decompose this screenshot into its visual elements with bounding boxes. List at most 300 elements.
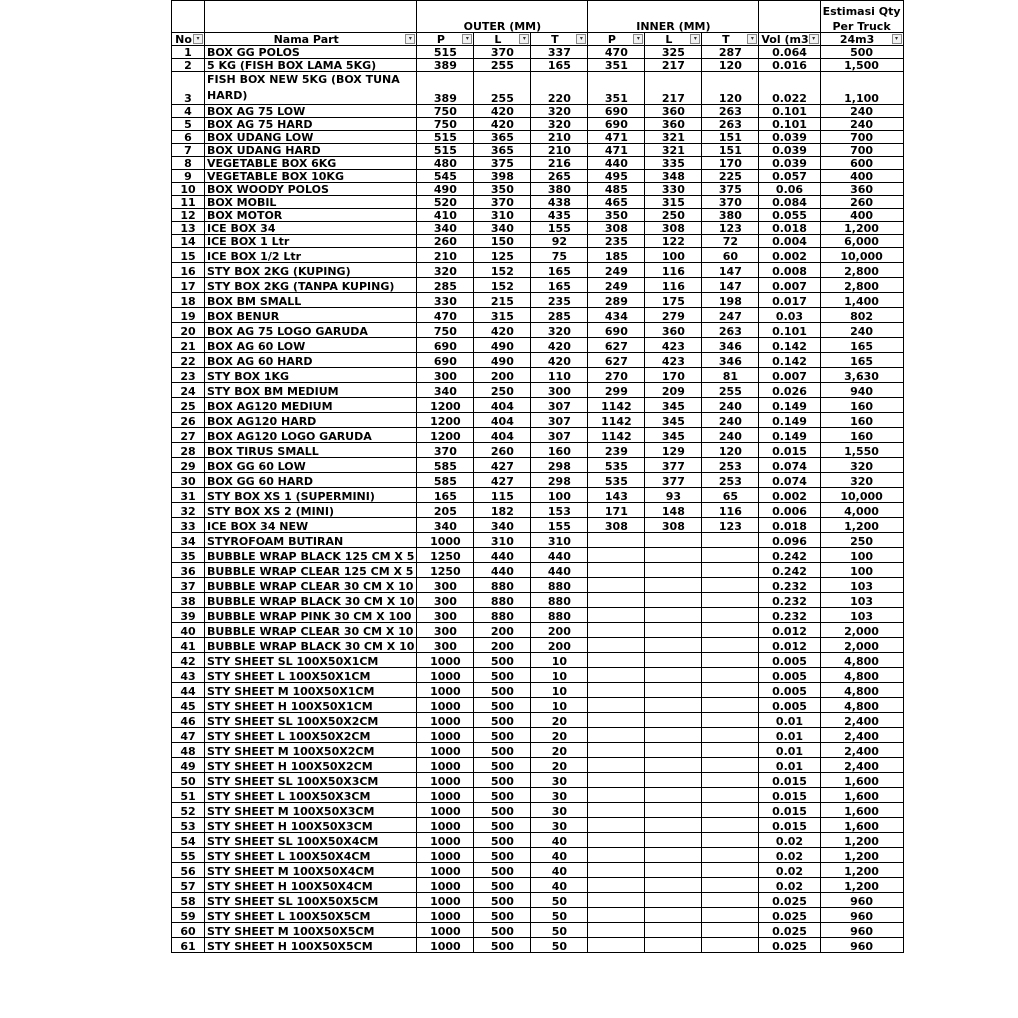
outer-t-cell: 10 <box>531 683 588 698</box>
qty-per-truck-cell: 1,200 <box>820 848 903 863</box>
inner-l-cell: 345 <box>645 428 702 443</box>
volume-m3-cell: 0.005 <box>759 683 820 698</box>
inner-t-cell: 240 <box>702 398 759 413</box>
inner-l-cell: 122 <box>645 235 702 248</box>
inner-p-cell <box>588 863 645 878</box>
inner-l-cell <box>645 713 702 728</box>
outer-p-cell: 300 <box>417 593 474 608</box>
inner-l-cell: 330 <box>645 183 702 196</box>
inner-l-cell: 209 <box>645 383 702 398</box>
qty-per-truck-cell: 2,400 <box>820 713 903 728</box>
inner-l-cell: 345 <box>645 413 702 428</box>
table-row <box>172 938 904 953</box>
outer-p-cell: 165 <box>417 488 474 503</box>
row-number-cell: 39 <box>172 608 205 623</box>
inner-p-cell <box>588 908 645 923</box>
outer-p-cell: 515 <box>417 144 474 157</box>
inner-p-cell: 690 <box>588 323 645 338</box>
inner-l-cell: 321 <box>645 144 702 157</box>
outer-t-cell: 40 <box>531 833 588 848</box>
volume-m3-cell: 0.232 <box>759 593 820 608</box>
outer-l-cell: 500 <box>474 878 531 893</box>
filter-dropdown-icon[interactable]: ▾ <box>193 34 203 44</box>
outer-l-cell: 500 <box>474 728 531 743</box>
part-name-cell: STY SHEET M 100X50X1CM <box>205 683 417 698</box>
table-row <box>172 458 904 473</box>
outer-p-cell: 520 <box>417 196 474 209</box>
qty-per-truck-cell: 260 <box>820 196 903 209</box>
inner-p-cell: 535 <box>588 473 645 488</box>
outer-t-cell: 165 <box>531 278 588 293</box>
outer-p-cell: 515 <box>417 131 474 144</box>
outer-p-cell: 1000 <box>417 788 474 803</box>
part-name-cell: BOX BM SMALL <box>205 293 417 308</box>
outer-l-cell: 215 <box>474 293 531 308</box>
table-row <box>172 383 904 398</box>
inner-t-cell: 346 <box>702 338 759 353</box>
outer-t-cell: 300 <box>531 383 588 398</box>
inner-group-header: INNER (MM) <box>588 1 759 33</box>
outer-p-cell: 690 <box>417 353 474 368</box>
table-row <box>172 235 904 248</box>
row-number-cell: 1 <box>172 46 205 59</box>
filter-dropdown-icon[interactable]: ▾ <box>405 34 415 44</box>
outer-t-cell: 320 <box>531 118 588 131</box>
inner-t-cell: 147 <box>702 263 759 278</box>
outer-p-cell: 490 <box>417 183 474 196</box>
inner-t-cell <box>702 803 759 818</box>
outer-l-cell: 420 <box>474 323 531 338</box>
table-row <box>172 743 904 758</box>
inner-p-cell <box>588 608 645 623</box>
qty-per-truck-cell: 2,800 <box>820 263 903 278</box>
inner-t-cell <box>702 773 759 788</box>
qty-per-truck-cell: 700 <box>820 131 903 144</box>
qty-per-truck-cell: 1,200 <box>820 863 903 878</box>
volume-m3-cell: 0.025 <box>759 908 820 923</box>
inner-t-cell <box>702 683 759 698</box>
qty-per-truck-cell: 1,600 <box>820 818 903 833</box>
volume-m3-cell: 0.022 <box>759 72 820 105</box>
outer-l-cell: 404 <box>474 413 531 428</box>
part-name-cell: BOX AG 75 LOGO GARUDA <box>205 323 417 338</box>
outer-l-cell: 200 <box>474 368 531 383</box>
part-name-cell: BOX AG120 HARD <box>205 413 417 428</box>
table-row <box>172 398 904 413</box>
inner-l-cell <box>645 818 702 833</box>
qty-per-truck-cell: 240 <box>820 105 903 118</box>
row-number-cell: 18 <box>172 293 205 308</box>
outer-p-cell: 1000 <box>417 743 474 758</box>
table-row <box>172 183 904 196</box>
row-number-cell: 31 <box>172 488 205 503</box>
outer-l-cell: 500 <box>474 698 531 713</box>
outer-p-cell: 1000 <box>417 863 474 878</box>
outer-t-cell: 165 <box>531 59 588 72</box>
row-number-cell: 25 <box>172 398 205 413</box>
qty-per-truck-cell: 4,000 <box>820 503 903 518</box>
inner-t-cell: 263 <box>702 323 759 338</box>
qty-per-truck-cell: 1,600 <box>820 803 903 818</box>
inner-l-cell <box>645 878 702 893</box>
volume-m3-cell: 0.074 <box>759 473 820 488</box>
inner-p-cell <box>588 653 645 668</box>
part-name-cell: BOX AG 60 HARD <box>205 353 417 368</box>
part-name-cell: STY SHEET L 100X50X3CM <box>205 788 417 803</box>
inner-l-cell <box>645 758 702 773</box>
part-name-cell: BUBBLE WRAP BLACK 30 CM X 10 <box>205 593 417 608</box>
volume-m3-cell: 0.074 <box>759 458 820 473</box>
table-row <box>172 923 904 938</box>
part-name-cell: ICE BOX 1/2 Ltr <box>205 248 417 263</box>
table-row <box>172 578 904 593</box>
volume-m3-cell: 0.02 <box>759 848 820 863</box>
inner-p-cell <box>588 803 645 818</box>
inner-p-cell: 308 <box>588 222 645 235</box>
outer-l-cell: 427 <box>474 473 531 488</box>
inner-t-cell <box>702 743 759 758</box>
part-name-cell: STY SHEET SL 100X50X2CM <box>205 713 417 728</box>
part-name-cell: STY SHEET H 100X50X5CM <box>205 938 417 953</box>
outer-l-cell: 404 <box>474 428 531 443</box>
inner-t-cell: 346 <box>702 353 759 368</box>
outer-t-cell: 420 <box>531 338 588 353</box>
outer-p-cell: 1000 <box>417 668 474 683</box>
outer-t-cell: 440 <box>531 548 588 563</box>
volume-m3-cell: 0.02 <box>759 833 820 848</box>
volume-m3-cell: 0.015 <box>759 443 820 458</box>
table-row <box>172 222 904 235</box>
inner-l-cell: 423 <box>645 338 702 353</box>
qty-per-truck-cell: 160 <box>820 428 903 443</box>
volume-m3-cell: 0.005 <box>759 668 820 683</box>
outer-p-cell: 320 <box>417 263 474 278</box>
qty-per-truck-cell: 2,400 <box>820 728 903 743</box>
parts-spreadsheet <box>171 0 904 953</box>
outer-l-cell: 440 <box>474 563 531 578</box>
qty-per-truck-cell: 165 <box>820 338 903 353</box>
outer-l-cell: 500 <box>474 863 531 878</box>
part-name-cell: BOX UDANG LOW <box>205 131 417 144</box>
part-name-cell: STY SHEET H 100X50X1CM <box>205 698 417 713</box>
inner-t-cell: 151 <box>702 144 759 157</box>
volume-m3-cell: 0.149 <box>759 398 820 413</box>
inner-t-cell: 240 <box>702 428 759 443</box>
outer-l-cell: 500 <box>474 788 531 803</box>
inner-t-cell <box>702 713 759 728</box>
inner-p-cell <box>588 683 645 698</box>
inner-t-cell: 147 <box>702 278 759 293</box>
col-header-name <box>205 33 417 46</box>
inner-l-cell <box>645 548 702 563</box>
inner-t-cell: 170 <box>702 157 759 170</box>
qty-per-truck-cell: 2,400 <box>820 743 903 758</box>
outer-p-cell: 389 <box>417 59 474 72</box>
outer-l-cell: 310 <box>474 533 531 548</box>
inner-t-cell <box>702 728 759 743</box>
inner-p-cell <box>588 938 645 953</box>
filter-dropdown-icon[interactable]: ▾ <box>892 34 902 44</box>
outer-t-cell: 438 <box>531 196 588 209</box>
row-number-cell: 42 <box>172 653 205 668</box>
qty-per-truck-cell: 100 <box>820 548 903 563</box>
row-number-cell: 7 <box>172 144 205 157</box>
part-name-cell: VEGETABLE BOX 6KG <box>205 157 417 170</box>
inner-l-cell <box>645 638 702 653</box>
row-number-cell: 34 <box>172 533 205 548</box>
inner-p-cell: 249 <box>588 278 645 293</box>
outer-p-cell: 389 <box>417 72 474 105</box>
volume-m3-cell: 0.025 <box>759 923 820 938</box>
outer-l-cell: 200 <box>474 638 531 653</box>
part-name-cell: STY SHEET M 100X50X3CM <box>205 803 417 818</box>
inner-l-cell: 377 <box>645 473 702 488</box>
inner-p-cell <box>588 893 645 908</box>
outer-p-cell: 300 <box>417 578 474 593</box>
outer-t-cell: 20 <box>531 728 588 743</box>
qty-per-truck-cell: 1,200 <box>820 518 903 533</box>
table-row <box>172 638 904 653</box>
part-name-cell: BUBBLE WRAP CLEAR 125 CM X 5 <box>205 563 417 578</box>
filter-dropdown-icon[interactable]: ▾ <box>690 34 700 44</box>
table-row <box>172 368 904 383</box>
part-name-cell: BOX AG120 LOGO GARUDA <box>205 428 417 443</box>
outer-l-cell: 500 <box>474 848 531 863</box>
outer-p-cell: 300 <box>417 638 474 653</box>
volume-m3-cell: 0.006 <box>759 503 820 518</box>
inner-t-cell <box>702 893 759 908</box>
row-number-cell: 61 <box>172 938 205 953</box>
outer-l-cell: 500 <box>474 908 531 923</box>
outer-p-cell: 750 <box>417 323 474 338</box>
volume-m3-cell: 0.142 <box>759 338 820 353</box>
outer-t-cell: 235 <box>531 293 588 308</box>
inner-l-cell <box>645 938 702 953</box>
inner-t-cell: 120 <box>702 72 759 105</box>
outer-l-cell: 490 <box>474 338 531 353</box>
outer-l-cell: 404 <box>474 398 531 413</box>
qty-per-truck-cell: 960 <box>820 923 903 938</box>
part-name-cell: VEGETABLE BOX 10KG <box>205 170 417 183</box>
inner-p-cell <box>588 698 645 713</box>
qty-per-truck-cell: 4,800 <box>820 653 903 668</box>
outer-l-cell: 375 <box>474 157 531 170</box>
qty-per-truck-cell: 960 <box>820 893 903 908</box>
qty-per-truck-cell: 4,800 <box>820 668 903 683</box>
outer-l-cell: 420 <box>474 105 531 118</box>
table-row <box>172 248 904 263</box>
inner-p-cell: 143 <box>588 488 645 503</box>
row-number-cell: 57 <box>172 878 205 893</box>
outer-p-cell: 1250 <box>417 548 474 563</box>
row-number-cell: 4 <box>172 105 205 118</box>
volume-m3-cell: 0.242 <box>759 563 820 578</box>
part-name-cell: STY BOX 1KG <box>205 368 417 383</box>
inner-t-cell <box>702 563 759 578</box>
outer-l-cell: 427 <box>474 458 531 473</box>
inner-l-cell: 377 <box>645 458 702 473</box>
part-name-cell: STYROFOAM BUTIRAN <box>205 533 417 548</box>
table-row <box>172 623 904 638</box>
inner-l-cell: 345 <box>645 398 702 413</box>
inner-p-cell <box>588 593 645 608</box>
inner-l-cell: 129 <box>645 443 702 458</box>
outer-l-cell: 315 <box>474 308 531 323</box>
outer-p-cell: 1000 <box>417 908 474 923</box>
part-name-cell: STY SHEET H 100X50X4CM <box>205 878 417 893</box>
inner-l-cell <box>645 833 702 848</box>
outer-l-cell: 500 <box>474 683 531 698</box>
row-number-cell: 3 <box>172 72 205 105</box>
outer-l-cell: 500 <box>474 803 531 818</box>
inner-l-cell: 321 <box>645 131 702 144</box>
volume-m3-cell: 0.101 <box>759 105 820 118</box>
inner-p-cell: 239 <box>588 443 645 458</box>
row-number-cell: 2 <box>172 59 205 72</box>
volume-m3-cell: 0.06 <box>759 183 820 196</box>
table-row <box>172 533 904 548</box>
col-header-inner-l-label: L <box>665 33 673 46</box>
inner-p-cell: 299 <box>588 383 645 398</box>
part-name-cell: BOX AG 60 LOW <box>205 338 417 353</box>
col-header-outer-p <box>417 33 474 46</box>
outer-p-cell: 1000 <box>417 818 474 833</box>
outer-p-cell: 480 <box>417 157 474 170</box>
outer-l-cell: 125 <box>474 248 531 263</box>
filter-dropdown-icon[interactable]: ▾ <box>809 34 819 44</box>
inner-p-cell: 471 <box>588 131 645 144</box>
header-blank-vol <box>759 1 820 33</box>
outer-p-cell: 1000 <box>417 803 474 818</box>
row-number-cell: 27 <box>172 428 205 443</box>
inner-l-cell <box>645 788 702 803</box>
outer-p-cell: 330 <box>417 293 474 308</box>
outer-t-cell: 20 <box>531 758 588 773</box>
outer-p-cell: 470 <box>417 308 474 323</box>
volume-m3-cell: 0.01 <box>759 758 820 773</box>
volume-m3-cell: 0.055 <box>759 209 820 222</box>
row-number-cell: 35 <box>172 548 205 563</box>
outer-p-cell: 1000 <box>417 533 474 548</box>
outer-t-cell: 30 <box>531 773 588 788</box>
volume-m3-cell: 0.004 <box>759 235 820 248</box>
inner-p-cell: 440 <box>588 157 645 170</box>
inner-l-cell <box>645 863 702 878</box>
inner-l-cell <box>645 578 702 593</box>
volume-m3-cell: 0.039 <box>759 157 820 170</box>
outer-t-cell: 310 <box>531 533 588 548</box>
volume-m3-cell: 0.015 <box>759 773 820 788</box>
inner-t-cell: 198 <box>702 293 759 308</box>
table-row <box>172 863 904 878</box>
outer-p-cell: 370 <box>417 443 474 458</box>
part-name-cell: FISH BOX NEW 5KG (BOX TUNA HARD) <box>205 72 417 105</box>
table-row <box>172 308 904 323</box>
inner-t-cell: 123 <box>702 518 759 533</box>
volume-m3-cell: 0.039 <box>759 131 820 144</box>
qty-per-truck-cell: 250 <box>820 533 903 548</box>
outer-t-cell: 200 <box>531 638 588 653</box>
header-blank-name <box>205 1 417 33</box>
qty-per-truck-cell: 4,800 <box>820 683 903 698</box>
inner-p-cell: 485 <box>588 183 645 196</box>
inner-p-cell: 465 <box>588 196 645 209</box>
part-name-cell: STY SHEET L 100X50X4CM <box>205 848 417 863</box>
volume-m3-cell: 0.084 <box>759 196 820 209</box>
row-number-cell: 12 <box>172 209 205 222</box>
row-number-cell: 38 <box>172 593 205 608</box>
outer-t-cell: 307 <box>531 398 588 413</box>
qty-per-truck-cell: 600 <box>820 157 903 170</box>
filter-dropdown-icon[interactable]: ▾ <box>576 34 586 44</box>
outer-t-cell: 440 <box>531 563 588 578</box>
qty-per-truck-cell: 960 <box>820 938 903 953</box>
row-number-cell: 15 <box>172 248 205 263</box>
inner-p-cell: 351 <box>588 59 645 72</box>
part-name-cell: STY BOX XS 2 (MINI) <box>205 503 417 518</box>
outer-t-cell: 40 <box>531 848 588 863</box>
outer-l-cell: 255 <box>474 72 531 105</box>
table-row <box>172 548 904 563</box>
filter-dropdown-icon[interactable]: ▾ <box>633 34 643 44</box>
row-number-cell: 19 <box>172 308 205 323</box>
table-row <box>172 338 904 353</box>
volume-m3-cell: 0.232 <box>759 578 820 593</box>
outer-l-cell: 440 <box>474 548 531 563</box>
inner-t-cell <box>702 758 759 773</box>
inner-p-cell <box>588 833 645 848</box>
inner-t-cell: 380 <box>702 209 759 222</box>
part-name-cell: STY BOX 2KG (TANPA KUPING) <box>205 278 417 293</box>
part-name-cell: STY SHEET L 100X50X1CM <box>205 668 417 683</box>
inner-p-cell: 1142 <box>588 428 645 443</box>
volume-m3-cell: 0.142 <box>759 353 820 368</box>
volume-m3-cell: 0.064 <box>759 46 820 59</box>
part-name-cell: BOX MOTOR <box>205 209 417 222</box>
filter-dropdown-icon[interactable]: ▾ <box>519 34 529 44</box>
inner-l-cell: 423 <box>645 353 702 368</box>
table-row <box>172 848 904 863</box>
row-number-cell: 11 <box>172 196 205 209</box>
inner-p-cell: 171 <box>588 503 645 518</box>
inner-p-cell: 690 <box>588 105 645 118</box>
outer-p-cell: 585 <box>417 458 474 473</box>
outer-p-cell: 1250 <box>417 563 474 578</box>
outer-t-cell: 216 <box>531 157 588 170</box>
volume-m3-cell: 0.232 <box>759 608 820 623</box>
table-row <box>172 488 904 503</box>
inner-p-cell <box>588 743 645 758</box>
outer-l-cell: 150 <box>474 235 531 248</box>
row-number-cell: 50 <box>172 773 205 788</box>
outer-p-cell: 340 <box>417 383 474 398</box>
outer-l-cell: 370 <box>474 46 531 59</box>
inner-p-cell <box>588 878 645 893</box>
table-row <box>172 144 904 157</box>
qty-per-truck-cell: 320 <box>820 458 903 473</box>
row-number-cell: 46 <box>172 713 205 728</box>
inner-l-cell: 308 <box>645 518 702 533</box>
filter-dropdown-icon[interactable]: ▾ <box>462 34 472 44</box>
inner-t-cell: 116 <box>702 503 759 518</box>
inner-l-cell: 217 <box>645 59 702 72</box>
outer-t-cell: 20 <box>531 743 588 758</box>
filter-dropdown-icon[interactable]: ▾ <box>747 34 757 44</box>
qty-per-truck-cell: 165 <box>820 353 903 368</box>
outer-t-cell: 307 <box>531 413 588 428</box>
outer-t-cell: 50 <box>531 923 588 938</box>
row-number-cell: 37 <box>172 578 205 593</box>
